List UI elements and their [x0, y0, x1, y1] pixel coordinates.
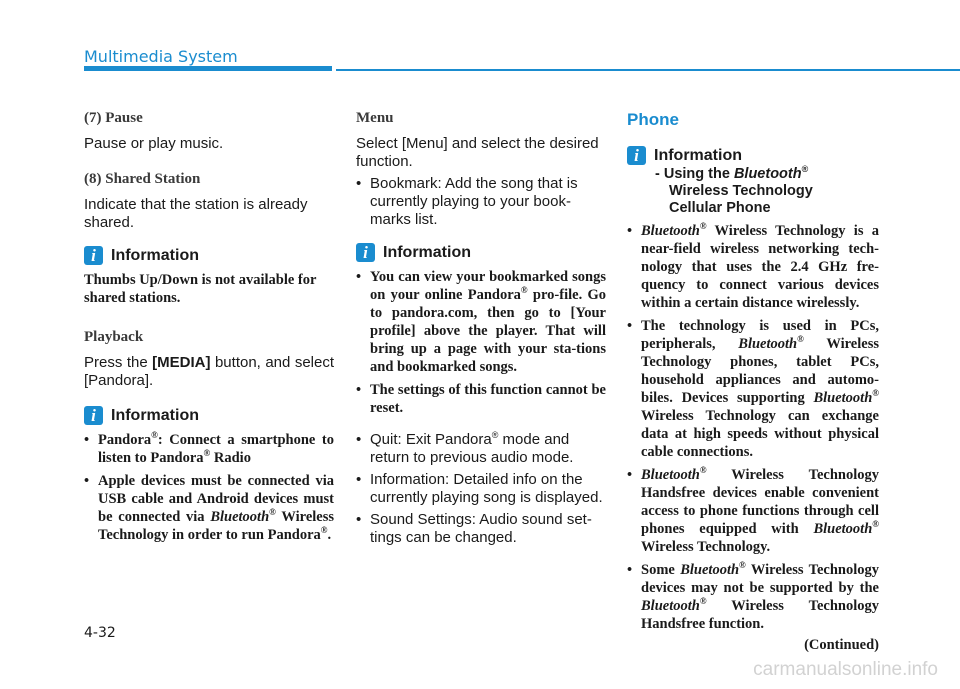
list-item: • Bluetooth® Wireless Technology Handsfree devices enable convenient access to phone functions through cell phones equipped with Bluetooth® Wireless Technology. — [627, 466, 879, 556]
list-item: • Some Bluetooth® Wireless Technology devices may not be supported by the Bluetooth® Wireless Technology Handsfree function. — [627, 561, 879, 633]
pause-heading: (7) Pause — [84, 110, 143, 126]
info-subtitle-3: Cellular Phone — [669, 200, 771, 216]
watermark: carmanualsonline.info — [753, 659, 938, 680]
menu-text: Select [Menu] and select the desired function. — [356, 135, 599, 170]
shared-station-heading: (8) Shared Station — [84, 171, 201, 187]
info-icon: i — [356, 243, 375, 262]
continued-label: (Continued) — [804, 637, 879, 653]
list-item: • Sound Settings: Audio sound set-tings can be changed. — [356, 511, 606, 547]
info-subtitle: - Using the Bluetooth® — [655, 164, 809, 182]
info-box-1 — [84, 246, 334, 265]
info-text-thumbs: Thumbs Up/Down is not available for shared stations. — [84, 272, 317, 306]
info-title: Information — [383, 243, 471, 261]
playback-text: Press the [MEDIA] button, and select [Pandora]. — [84, 354, 334, 389]
phone-heading: Phone — [627, 110, 679, 129]
column-right — [627, 110, 879, 654]
list-item: • Information: Detailed info on the currently playing song is displayed. — [356, 471, 606, 507]
info-title: Information — [111, 406, 199, 424]
header-bar-thick — [84, 66, 332, 71]
menu-list-2 — [356, 431, 606, 547]
phone-info-list — [627, 222, 879, 633]
info-list-bookmarks — [356, 268, 606, 417]
header-bar-thin — [336, 69, 960, 71]
list-item: • Bookmark: Add the song that is currently playing to your book-marks list. — [356, 175, 606, 229]
info-box-3 — [356, 243, 606, 262]
info-list-pandora — [84, 431, 334, 544]
menu-list — [356, 175, 606, 229]
list-item: • Apple devices must be connected via USB cable and Android devices must be connected via Bluetooth® Wireless Technology in order to run Pandora®. — [84, 472, 334, 544]
pause-text: Pause or play music. — [84, 135, 224, 152]
list-item: • Pandora®: Connect a smartphone to listen to Pandora® Radio — [84, 431, 334, 467]
list-item: • The settings of this function cannot be reset. — [356, 381, 606, 417]
column-middle — [356, 110, 606, 547]
info-icon: i — [84, 406, 103, 425]
list-item: • Quit: Exit Pandora® mode and return to previous audio mode. — [356, 431, 606, 467]
info-title: Information — [111, 246, 199, 264]
info-title: Information — [654, 146, 742, 164]
menu-heading: Menu — [356, 110, 394, 126]
info-box-2 — [84, 406, 334, 425]
info-box-4 — [627, 146, 879, 165]
list-item: • Bluetooth® Wireless Technology is a near-field wireless networking tech-nology that uses the 2.4 GHz fre-quency to connect various devices within a certain distance wirelessly. — [627, 222, 879, 312]
column-left — [84, 110, 334, 544]
section-title: Multimedia System — [84, 47, 238, 66]
playback-heading: Playback — [84, 329, 144, 345]
list-item: • The technology is used in PCs, peripherals, Bluetooth® Wireless Technology phones, tablet PCs, household appliances and automo-biles. Devices supporting Bluetooth® Wireless Technology can exchange data at high speeds without physical cable connections. — [627, 317, 879, 461]
list-item: • You can view your bookmarked songs on your online Pandora® pro-file. Go to pandora.com, then go to [Your profile] above the player. That will bring up a page with your sta-tions and bookmarked songs. — [356, 268, 606, 376]
info-icon: i — [84, 246, 103, 265]
page-number: 4-32 — [84, 625, 116, 641]
info-subtitle-2: Wireless Technology — [669, 183, 813, 199]
info-icon: i — [627, 146, 646, 165]
media-button-label: [MEDIA] — [152, 354, 211, 371]
shared-station-text: Indicate that the station is already shared. — [84, 196, 308, 231]
